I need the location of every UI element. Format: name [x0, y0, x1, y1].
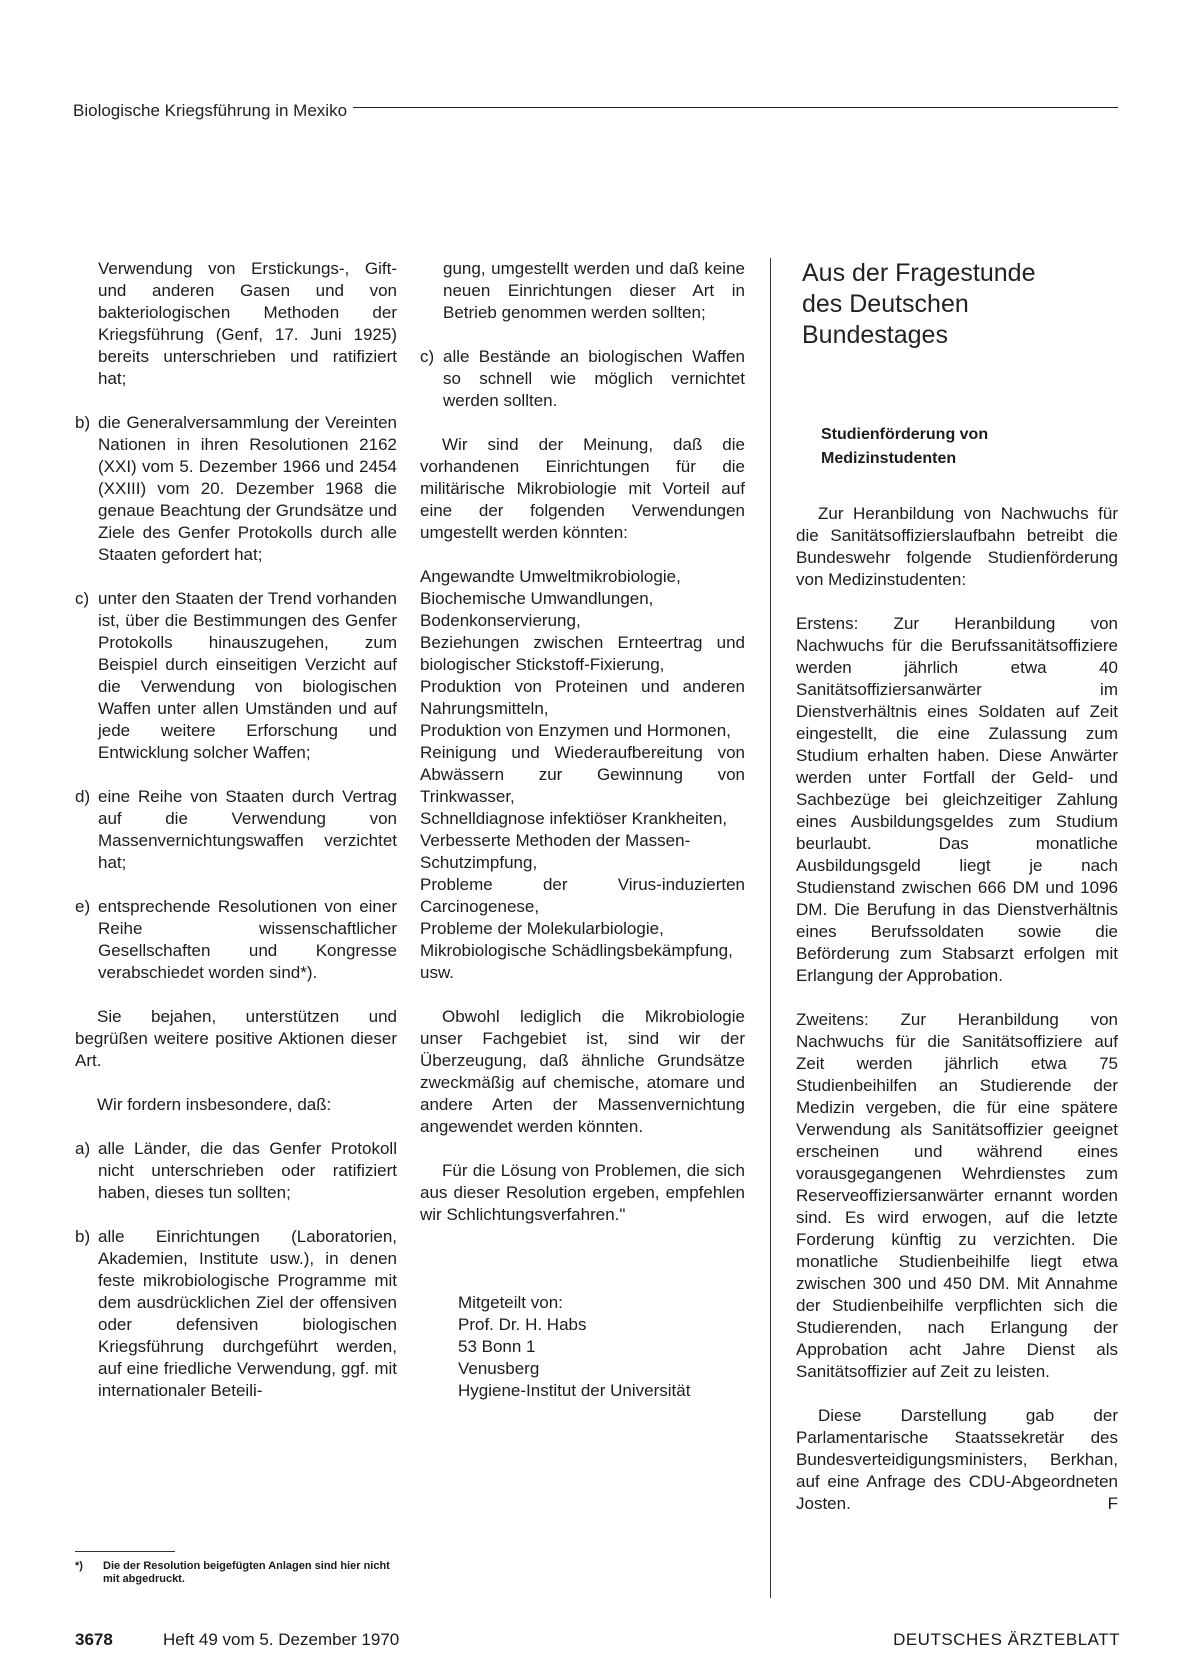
sender-district: Venusberg: [458, 1359, 540, 1378]
sender-name: Prof. Dr. H. Habs: [458, 1315, 587, 1334]
field-item: usw.: [420, 963, 455, 982]
field-item: Produktion von Enzymen und Hormonen,: [420, 721, 731, 740]
list-item-text: unter den Staaten der Trend vorhanden ist, über die Bestimmungen des Genfer Protokolls hinauszugehen, zum Beispiel durch einseitigen Verzicht auf die Verwendung von biologischen Waffen unter allen Umständen und auf jede weitere Erforschung und Entwicklung solcher Waffen;: [98, 589, 397, 762]
list-item-label: a): [75, 1139, 91, 1158]
field-list: [420, 566, 745, 984]
footnote: [75, 1551, 397, 1586]
paragraph-first: Erstens: Zur Heranbildung von Nachwuchs für die Berufssanitätsoffiziere werden jährlich etwa 40 Sanitätsoffiziersanwärter im Dienstverhältnis eines Soldaten auf Zeit eingestellt, die eine Zulassung zum Studium erhalten haben. Diese Anwärter werden unter Fortfall der Geld- und Sachbezüge bei gleichzeitiger Zahlung eines Ausbildungsgeldes zum Studium beurlaubt. Das monatliche Ausbildungsgeld liegt je nach Studienstand zwischen 666 DM und 1096 DM. Die Berufung in das Dienstverhältnis eines Berufssoldaten sowie die Beförderung zum Stabsarzt erfolgen mit Erlangung der Approbation.: [796, 614, 1118, 985]
running-title: Biologische Kriegsführung in Mexiko: [73, 101, 348, 120]
footnote-marker: *): [75, 1560, 83, 1572]
paragraph-conviction: Obwohl lediglich die Mikrobiologie unser Fachgebiet ist, sind wir der Überzeugung, daß ähnliche Grundsätze zweckmäßig auf chemische, atomare und andere Arten der Massenvernichtung angewendet werden könnten.: [420, 1007, 745, 1136]
author-signature: F: [1107, 1494, 1118, 1513]
list-item-label: b): [75, 413, 91, 432]
list-item-d: [75, 786, 397, 874]
list-item-label: e): [75, 897, 91, 916]
sender-block: [458, 1292, 745, 1402]
sender-city: 53 Bonn 1: [458, 1337, 536, 1356]
list-item-text: eine Reihe von Staaten durch Vertrag auf die Verwendung von Massenvernichtungswaffen verzichtet hat;: [98, 787, 397, 872]
paragraph-second: Zweitens: Zur Heranbildung von Nachwuchs für die Sanitätsoffiziere auf Zeit werden jährlich etwa 75 Studienbeihilfen an Studierende der Medizin vergeben, die für eine spätere Verwendung als Sanitätsoffizier geeignet erscheinen und während eines vorausgegangenen Wehrdienstes zum Reserveoffiziersanwärter ernannt worden sind. Es wird erwogen, auf die letzte Forderung künftig zu verzichten. Die monatliche Studienbeihilfe liegt etwa zwischen 300 und 450 DM. Mit Annahme der Studienbeihilfe verpflichten sich die Studierenden, nach Erlangung der Approbation acht Jahre Dienst als Sanitätsoffizier auf Zeit zu leisten.: [796, 1010, 1118, 1381]
footnote-text: Die der Resolution beigefügten Anlagen sind hier nicht mit abgedruckt.: [103, 1560, 390, 1585]
list-item-text: alle Bestände an biologischen Waffen so schnell wie möglich vernichtet werden sollten.: [443, 347, 745, 410]
column-right: [796, 258, 1118, 1537]
page-number: 3678: [75, 1630, 113, 1649]
list-item-c: [75, 588, 397, 764]
list-item-a-continued: [75, 258, 397, 390]
list-item-text: entsprechende Resolutionen von einer Reihe wissenschaftlicher Gesellschaften und Kongresse verabschiedet worden sind*).: [98, 897, 397, 982]
field-item: Reinigung und Wiederaufbereitung von Abwässern zur Gewinnung von Trinkwasser,: [420, 743, 745, 806]
list-item-text: alle Einrichtungen (Laboratorien, Akademien, Institute usw.), in denen feste mikrobiologische Programme mit dem ausdrücklichen Ziel der offensiven oder defensiven biologischen Kriegsführung durchgeführt werden, auf eine friedliche Verwendung, ggf. mit internationaler Beteili-: [98, 1227, 397, 1400]
sender-institute: Hygiene-Institut der Universität: [458, 1381, 691, 1400]
header-rule: [353, 107, 1118, 108]
field-item: Mikrobiologische Schädlingsbekämpfung,: [420, 941, 733, 960]
issue-info: Heft 49 vom 5. Dezember 1970: [163, 1630, 400, 1649]
journal-name: DEUTSCHES ÄRZTEBLATT: [893, 1630, 1120, 1649]
list-item-b: [75, 412, 397, 566]
list-item-label: b): [75, 1227, 91, 1246]
demand-item-a: [75, 1138, 397, 1204]
list-item-text: Verwendung von Erstickungs-, Gift- und anderen Gasen und von bakteriologischen Methoden der Kriegsführung (Genf, 17. Juni 1925) bereits unterschrieben und ratifiziert hat;: [98, 259, 397, 388]
field-item: Biochemische Umwandlungen,: [420, 589, 654, 608]
paragraph-source: [796, 1405, 1118, 1515]
field-item: Verbesserte Methoden der Massen-Schutzimpfung,: [420, 831, 691, 872]
demand-item-b-continued: [420, 258, 745, 324]
section-title: Aus der Fragestunde des Deutschen Bundestages: [802, 259, 1036, 349]
field-item: Produktion von Proteinen und anderen Nahrungsmitteln,: [420, 677, 745, 718]
list-item-label: c): [75, 589, 90, 608]
running-header: [73, 96, 1118, 126]
paragraph-demand: Wir fordern insbesondere, daß:: [97, 1095, 332, 1114]
list-item-label: c): [420, 347, 435, 366]
column-middle: [420, 258, 745, 1402]
list-item-text: gung, umgestellt werden und daß keine neuen Einrichtungen dieser Art in Betrieb genommen werden sollten;: [443, 259, 745, 322]
field-item: Angewandte Umweltmikrobiologie,: [420, 567, 681, 586]
list-item-label: d): [75, 787, 91, 806]
paragraph-arbitration: Für die Lösung von Problemen, die sich aus dieser Resolution ergeben, empfehlen wir Schlichtungsverfahren.": [420, 1161, 745, 1224]
column-divider: [770, 258, 771, 1598]
sender-intro: Mitgeteilt von:: [458, 1293, 563, 1312]
paragraph-opinion: Wir sind der Meinung, daß die vorhandenen Einrichtungen für die militärische Mikrobiologie mit Vorteil auf eine der folgenden Verwendungen umgestellt werden könnten:: [420, 435, 745, 542]
paragraph-intro: Zur Heranbildung von Nachwuchs für die Sanitätsoffizierslaufbahn betreibt die Bundeswehr folgende Studienförderung von Medizinstudenten:: [796, 504, 1118, 589]
demand-item-b: [75, 1226, 397, 1402]
list-item-e: [75, 896, 397, 984]
footnote-rule: [75, 1551, 175, 1552]
list-item-text: die Generalversammlung der Vereinten Nationen in ihren Resolutionen 2162 (XXI) vom 5. Dezember 1966 und 2454 (XXIII) vom 20. Dezember 1968 die genaue Beachtung der Grundsätze und Ziele des Genfer Protokolls durch alle Staaten gefordert hat;: [98, 413, 397, 564]
article-subheading: Studienförderung von Medizinstudenten: [821, 426, 989, 467]
field-item: Probleme der Molekularbiologie,: [420, 919, 664, 938]
page-footer: [75, 1630, 1120, 1656]
list-item-text: alle Länder, die das Genfer Protokoll nicht unterschrieben oder ratifiziert haben, dieses tun sollten;: [98, 1139, 397, 1202]
source-text: Diese Darstellung gab der Parlamentarische Staatssekretär des Bundesverteidigungsministers, Berkhan, auf eine Anfrage des CDU-Abgeordneten Josten.: [796, 1406, 1118, 1513]
field-item: Bodenkonservierung,: [420, 611, 581, 630]
field-item: Beziehungen zwischen Ernteertrag und biologischer Stickstoff-Fixierung,: [420, 633, 745, 674]
demand-item-c: [420, 346, 745, 412]
field-item: Schnelldiagnose infektiöser Krankheiten,: [420, 809, 728, 828]
column-left: [75, 258, 397, 1424]
field-item: Probleme der Virus-induzierten Carcinogenese,: [420, 875, 745, 916]
paragraph-support: Sie bejahen, unterstützen und begrüßen weitere positive Aktionen dieser Art.: [75, 1007, 397, 1070]
